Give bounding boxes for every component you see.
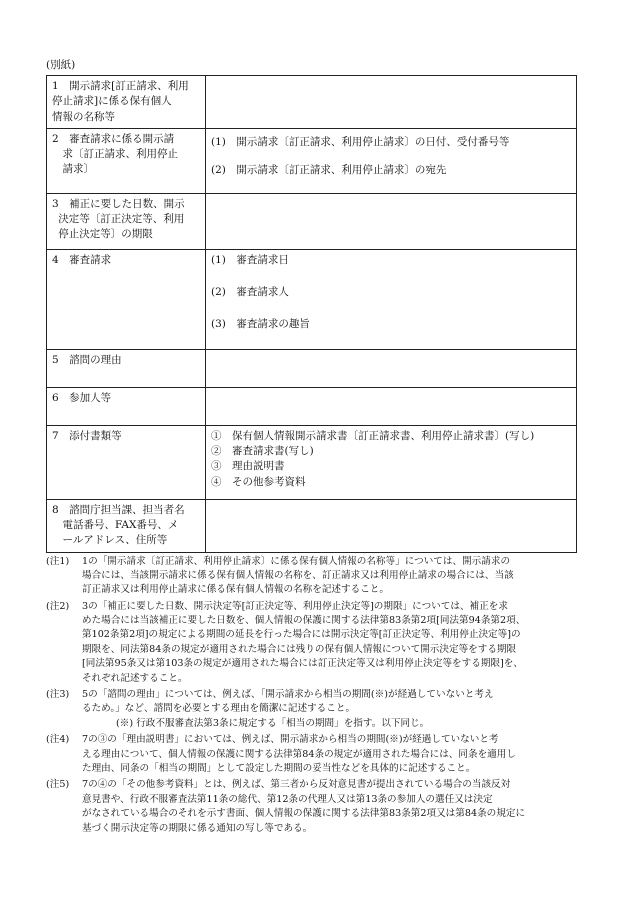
note-number: (注2) [46, 600, 70, 612]
table-row [47, 499, 577, 552]
note-line: めた場合には当該補正に要した日数を、個人情報の保護に関する法律第83条第2項[同法第94条第2項、 [82, 615, 526, 627]
note-line: 1の「開示請求〔訂正請求、利用停止請求〕に係る保有個人情報の名称等」については、開示請求の [82, 555, 511, 567]
row-8-label [47, 499, 206, 552]
row-5-content [206, 349, 577, 387]
note-line: 訂正請求又は利用停止請求に係る保有個人情報の名称を記述すること。 [82, 584, 389, 596]
note-5 [46, 778, 591, 836]
label-line: 4 審査請求 [52, 253, 112, 266]
content-item: (2) 審査請求人 [211, 286, 289, 299]
table-row [47, 249, 577, 349]
notes-section [46, 555, 591, 836]
note-line: た理由、同条の「相当の期間」として設定した期間の妥当性などを具体的に記述すること。 [82, 763, 476, 774]
row-2-label [47, 128, 206, 193]
row-6-content [206, 387, 577, 425]
label-line: 求〔訂正請求、利用停止 [62, 148, 178, 161]
row-7-content [206, 425, 577, 499]
note-line: 7の④の「その他参考資料」とは、例えば、第三者から反対意見書が提出されている場合の当該反対 [82, 779, 511, 791]
note-number: (注3) [46, 689, 70, 701]
label-line: 1 開示請求[訂正請求、利用 [52, 80, 189, 93]
row-1-content [206, 76, 577, 129]
note-number: (注1) [46, 555, 70, 567]
table-row [47, 349, 577, 387]
note-line: 3の「補正に要した日数、開示決定等[訂正決定等、利用停止決定等]の期限」については、補正を求 [82, 600, 508, 612]
note-line: 7の③の「理由説明書」においては、例えば、開示請求から相当の期間(※)が経過していないと考 [82, 734, 499, 746]
label-line: 情報の名称等 [52, 110, 115, 123]
note-line: 第102条第2項]の規定による期間の延長を行った場合には開示決定等[訂正決定等、利用停止決定等]の [82, 629, 521, 641]
row-6-label [47, 387, 206, 425]
note-number: (注4) [46, 734, 70, 746]
label-line: 6 参加人等 [52, 391, 112, 404]
note-2 [46, 600, 591, 686]
note-subnote: (※) 行政不服審査法第3条に規定する「相当の期間」を指す。以下同じ。 [116, 717, 430, 729]
content-item: (2) 開示請求〔訂正請求、利用停止請求〕の宛先 [211, 164, 447, 177]
table-row [47, 387, 577, 425]
inquiry-table [46, 75, 577, 552]
row-4-label [47, 249, 206, 349]
note-line: 場合には、当該開示請求に係る保有個人情報の名称を、訂正請求又は利用停止請求の場合には、当該 [82, 569, 514, 581]
row-8-content [206, 499, 577, 552]
row-7-label [47, 425, 206, 499]
label-line: 7 添付書類等 [52, 429, 122, 442]
label-line: 電話番号、FAX番号、メ [62, 519, 179, 532]
attachment-item: ③ 理由説明書 [211, 460, 285, 473]
note-3 [46, 688, 591, 731]
attachment-item: ① 保有個人情報開示請求書〔訂正請求書、利用停止請求書〕(写し) [211, 429, 535, 442]
label-line: 停止決定等〕の期限 [58, 228, 153, 241]
row-2-content [206, 128, 577, 193]
label-line: 停止請求]に係る保有個人 [52, 95, 172, 108]
attachment-label: (別紙) [46, 59, 76, 71]
row-5-label [47, 349, 206, 387]
content-item: (1) 開示請求〔訂正請求、利用停止請求〕の日付、受付番号等 [211, 135, 510, 148]
note-line: える理由について、個人情報の保護に関する法律第84条の規定が適用された場合には、同条を適用し [82, 748, 516, 760]
document-page [46, 58, 576, 838]
label-line: 3 補正に要した日数、開示 [52, 197, 185, 210]
row-4-content [206, 249, 577, 349]
note-line: 意見書や、行政不服審査法第11条の総代、第12条の代理人又は第13条の参加人の選任又は決定 [82, 793, 493, 805]
table-row [47, 193, 577, 249]
row-3-content [206, 193, 577, 249]
attachment-item: ② 審査請求書(写し) [211, 445, 314, 458]
content-item: (3) 審査請求の趣旨 [211, 318, 310, 331]
label-line: 決定等〔訂正決定等、利用 [58, 213, 185, 226]
table-row [47, 128, 577, 193]
label-line: 請求〕 [62, 163, 94, 176]
note-line: [同法第95条又は第103条の規定が適用された場合には訂正決定等又は利用停止決定等をする期限]を、 [82, 658, 523, 670]
label-line: ールアドレス、住所等 [62, 534, 168, 547]
note-line: 5の「諮問の理由」については、例えば、「開示請求から相当の期間(※)が経過していないと考え [82, 689, 494, 701]
label-line: 8 諮問庁担当課、担当者名 [52, 503, 185, 516]
attachment-item: ④ その他参考資料 [211, 475, 306, 488]
note-line: それぞれ記述すること。 [82, 672, 188, 684]
row-1-label [47, 76, 206, 129]
note-line: 期限を、同法第84条の規定が適用された場合には残りの保有個人情報について開示決定等をする期限 [82, 643, 517, 655]
label-line: 2 審査請求に係る開示請 [52, 132, 175, 145]
note-line: 基づく開示決定等の期限に係る通知の写し等である。 [82, 822, 313, 834]
note-line: るため。」など、諮問を必要とする理由を簡潔に記述すること。 [82, 703, 356, 715]
label-line: 5 諮問の理由 [52, 353, 122, 366]
row-3-label [47, 193, 206, 249]
note-1 [46, 555, 591, 598]
note-4 [46, 733, 591, 776]
table-row [47, 425, 577, 499]
note-number: (注5) [46, 779, 70, 791]
table-row [47, 76, 577, 129]
content-item: (1) 審査請求日 [211, 253, 289, 266]
note-line: がなされている場合のそれを示す書面、個人情報の保護に関する法律第83条第2項又は第84条の規定に [82, 808, 526, 820]
